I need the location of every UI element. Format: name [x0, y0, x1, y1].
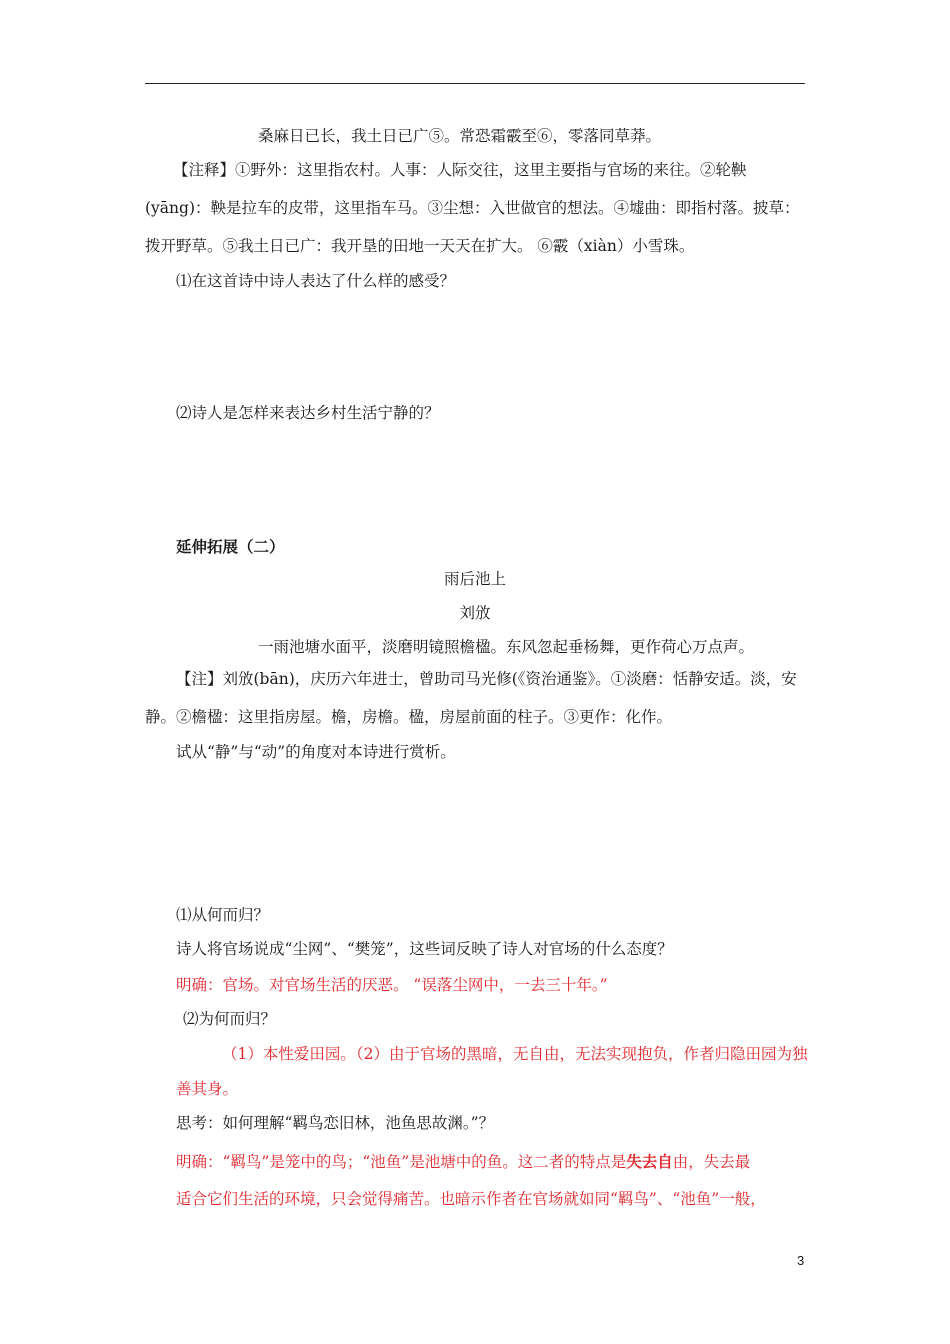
poem-author: 刘攽 [459, 604, 491, 622]
notes-line-2: (yāng)：鞅是拉车的皮带，这里指车马。③尘想：入世做官的想法。④墟曲：即指村落。披草： [145, 199, 800, 217]
question-2: ⑵诗人是怎样来表达乡村生活宁静的？ [176, 404, 440, 422]
page-number: 3 [797, 1253, 805, 1268]
question-1: ⑴在这首诗中诗人表达了什么样的感受？ [176, 272, 456, 290]
notes-line-1: 【注释】①野外：这里指农村。人事：人际交往，这里主要指与官场的来往。②轮鞅 [173, 161, 747, 179]
extension-heading: 延伸拓展（二） [176, 537, 285, 556]
appreciation-task: 试从“静”与“动”的角度对本诗进行赏析。 [176, 743, 456, 761]
thinking-question: 思考：如何理解“羁鸟恋旧林，池鱼思故渊。”？ [176, 1114, 495, 1132]
answer-think-emphasis: 失去自 [626, 1152, 673, 1171]
header-rule [145, 83, 805, 84]
answer-think-suffix: 由，失去最 [672, 1153, 751, 1171]
answer-think-prefix: 明确：“羁鸟”是笼中的鸟；“池鱼”是池塘中的鱼。这二者的特点是 [176, 1153, 627, 1171]
answer-why-line-1: （1）本性爱田园。（2）由于官场的黑暗，无自由，无法实现抱负，作者归隐田园为独 [222, 1045, 808, 1063]
question-attitude: 诗人将官场说成“尘网”、“樊笼”，这些词反映了诗人对官场的什么态度？ [176, 940, 673, 958]
notes-line-3: 拨开野草。⑤我土日已广：我开垦的田地一天天在扩大。 ⑥霰（xiàn）小雪珠。 [145, 237, 695, 255]
poem-text: 一雨池塘水面平，淡磨明镜照檐楹。东风忽起垂杨舞，更作荷心万点声。 [258, 638, 755, 656]
answer-why-line-2: 善其身。 [176, 1080, 239, 1098]
answer-think-line-2: 适合它们生活的环境，只会觉得痛苦。也暗示作者在官场就如同“羁鸟”、“池鱼”一般， [176, 1190, 766, 1208]
extension-note-line-1: 【注】刘攽(bān)，庆历六年进士，曾助司马光修(《资治通鉴》。①淡磨：恬静安适。淡，安 [176, 670, 797, 688]
answer-think-line-1 [176, 1152, 750, 1172]
question-why: ⑵为何而归？ [183, 1010, 277, 1028]
extension-note-line-2: 静。②檐楹：这里指房屋。檐，房檐。楹，房屋前面的柱子。③更作：化作。 [145, 708, 673, 726]
poem-tail-line: 桑麻日已长，我土日已广⑤。常恐霜霰至⑥，零落同草莽。 [258, 127, 662, 145]
question-from-where: ⑴从何而归？ [176, 906, 270, 924]
answer-attitude: 明确：官场。对官场生活的厌恶。 “误落尘网中，一去三十年。” [176, 976, 608, 994]
poem-title: 雨后池上 [443, 570, 506, 588]
